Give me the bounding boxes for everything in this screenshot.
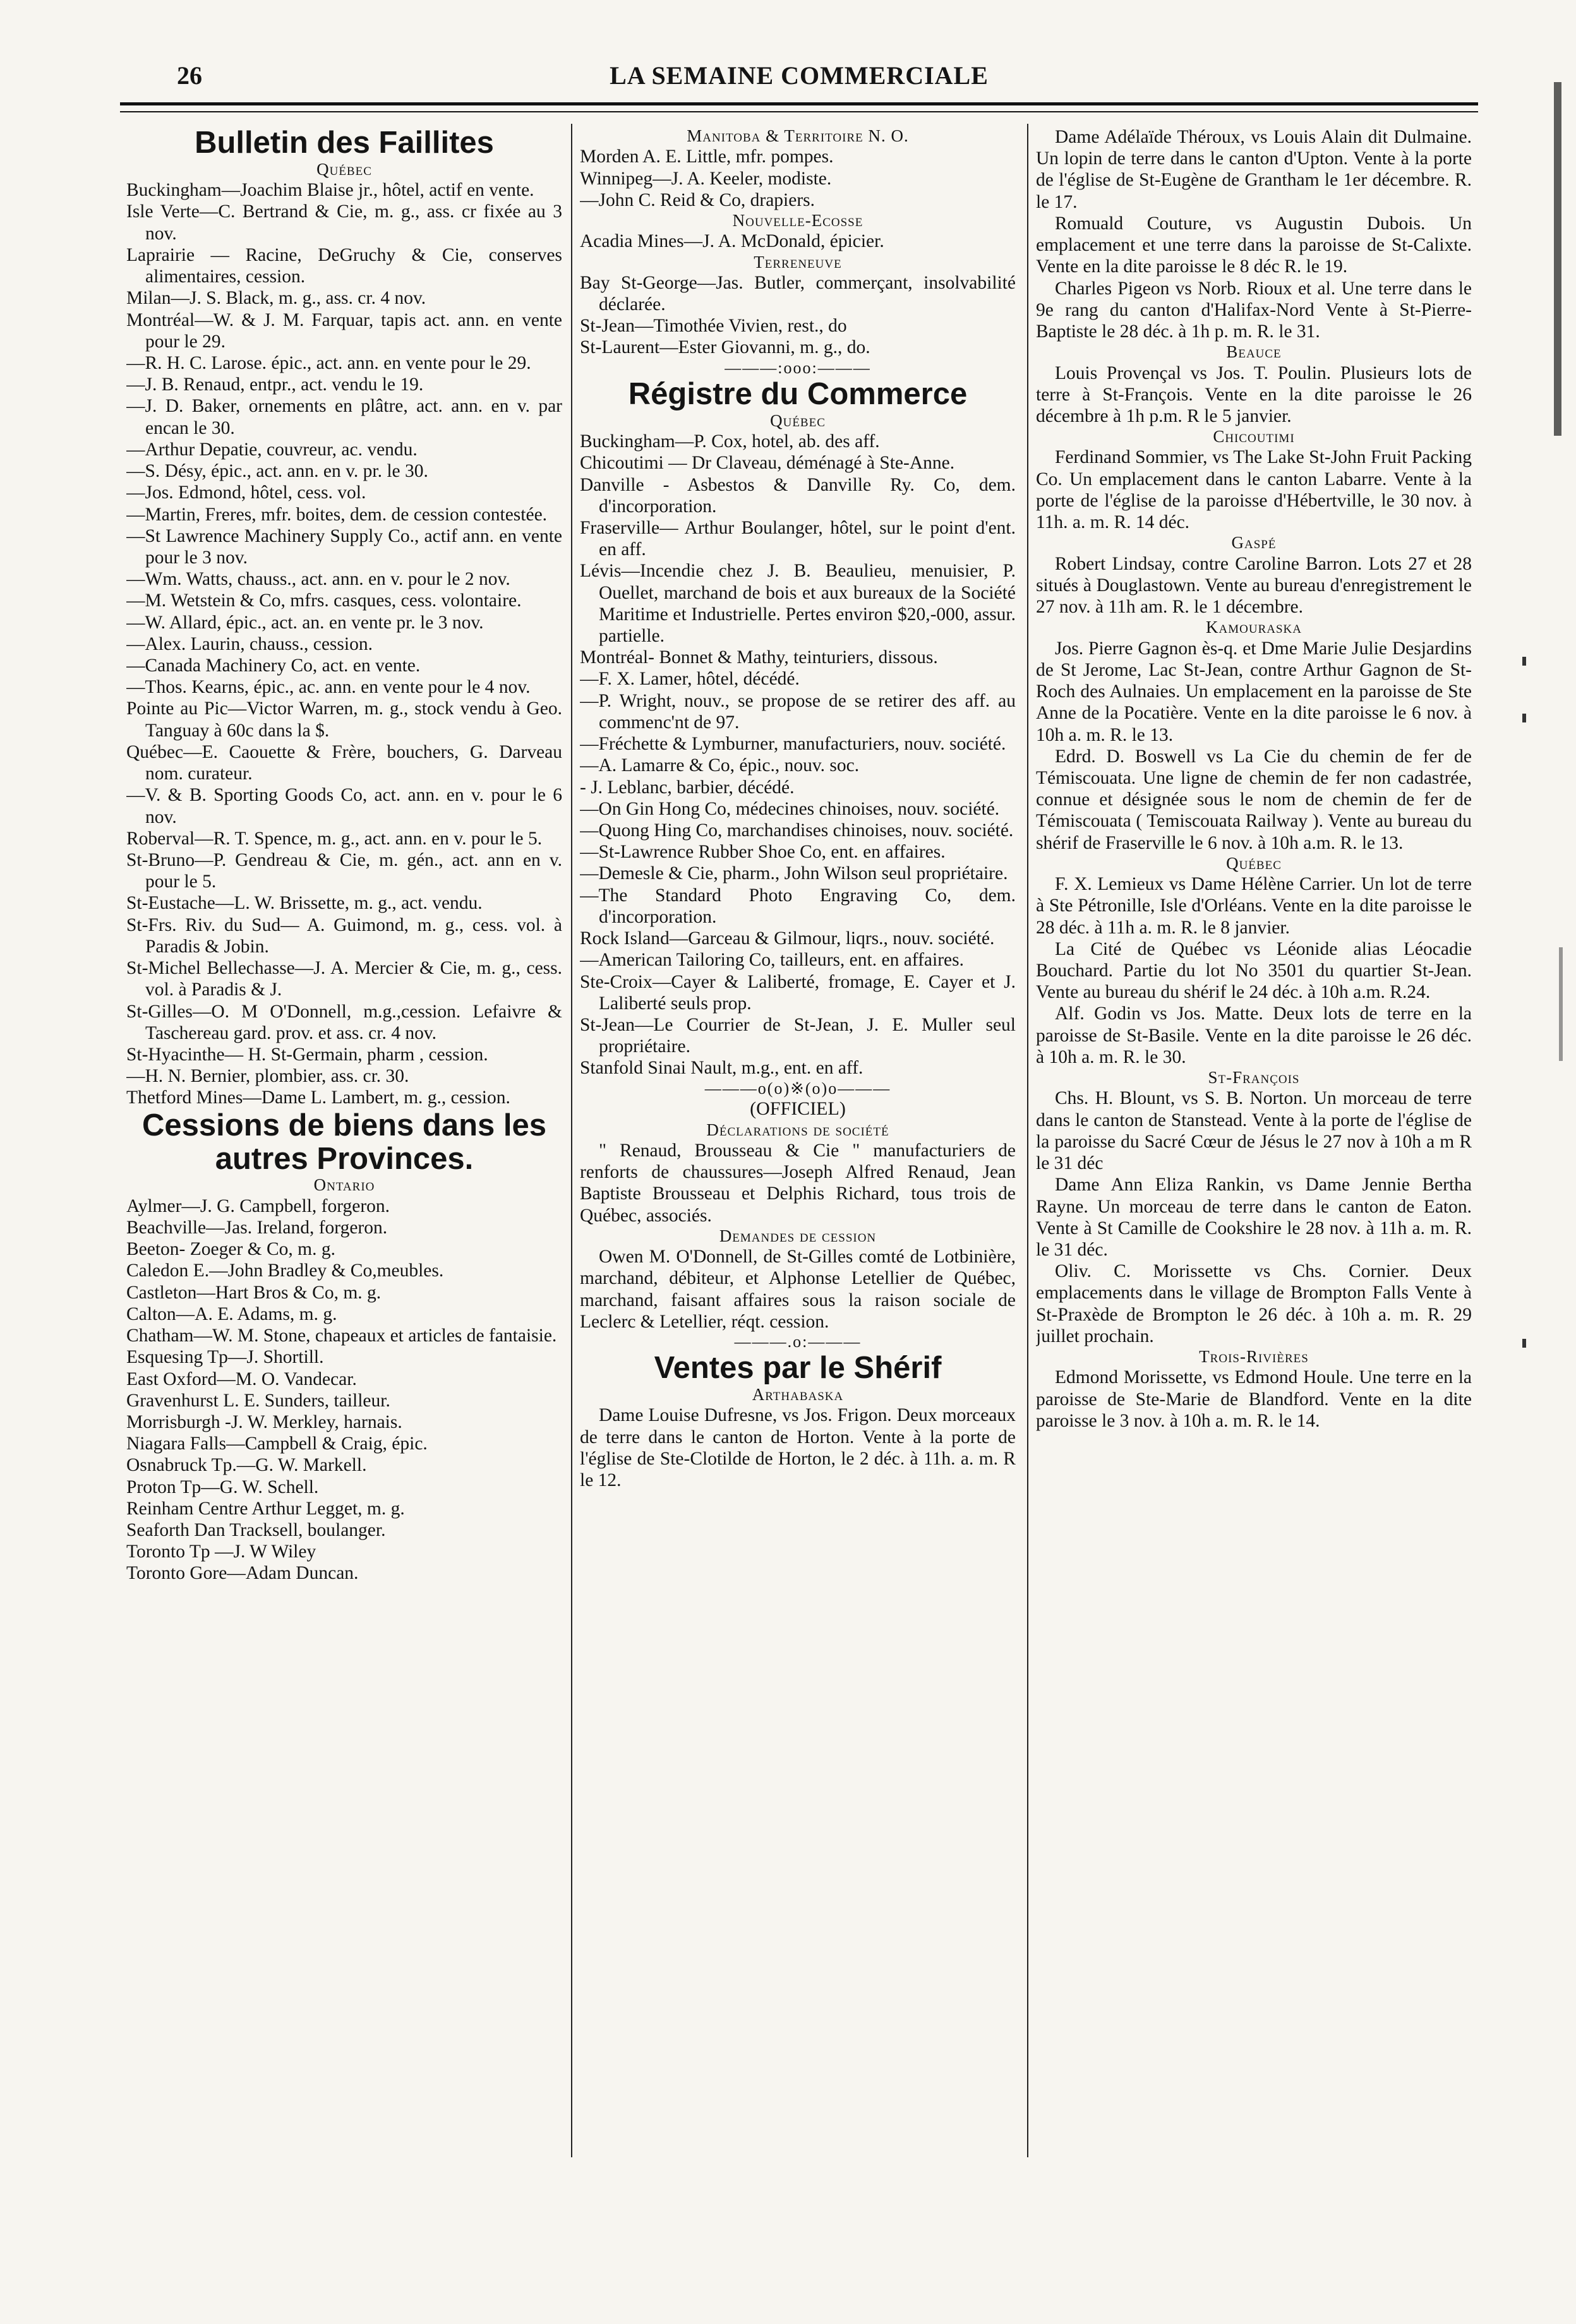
list-item: —St Lawrence Machinery Supply Co., actif ann. en vente pour le 3 nov. bbox=[126, 525, 562, 568]
list-item: Danville - Asbestos & Danville Ry. Co, dem. d'incorporation. bbox=[580, 474, 1016, 517]
region-heading: Ontario bbox=[313, 1175, 375, 1195]
list-item: —Alex. Laurin, chauss., cession. bbox=[126, 633, 373, 654]
column-3 bbox=[1036, 126, 1472, 2166]
list-item: Beachville—Jas. Ireland, forgeron. bbox=[126, 1217, 388, 1238]
paragraph: La Cité de Québec vs Léonide alias Léocadie Bouchard. Partie du lot No 3501 du quartier St-Jean. Vente au bureau du shérif le 24 déc. à 10h a.m. R.24. bbox=[1036, 938, 1472, 1003]
region-heading: Beauce bbox=[1226, 342, 1282, 362]
officiel-heading: (OFFICIEL) bbox=[750, 1098, 846, 1119]
paragraph: Chs. H. Blount, vs S. B. Norton. Un morceau de terre dans le canton de Stanstead. Vente à la porte de l'église de la paroisse du Sacré Cœur de Jésus le 27 nov à 10h a m R le 31 déc bbox=[1036, 1088, 1472, 1174]
list-item: —V. & B. Sporting Goods Co, act. ann. en v. pour le 6 nov. bbox=[126, 785, 562, 827]
list-item: —M. Wetstein & Co, mfrs. casques, cess. volontaire. bbox=[126, 590, 522, 611]
list-item: Lévis—Incendie chez J. B. Beaulieu, menuisier, P. Ouellet, marchand de bois et aux bureaux de la Société Maritime et Industrielle. Pertes environ $20,-000, assur. partielle. bbox=[580, 561, 1016, 647]
list-item: Winnipeg—J. A. Keeler, modiste. bbox=[580, 168, 832, 189]
list-item: St-Bruno—P. Gendreau & Cie, m. gén., act. ann en v. pour le 5. bbox=[126, 850, 562, 892]
paragraph: Edmond Morissette, vs Edmond Houle. Une terre en la paroisse de Ste-Marie de Blandford. Vente en la dite paroisse le 3 nov. à 10h a. m. R. le 14. bbox=[1036, 1367, 1472, 1431]
list-item: Roberval—R. T. Spence, m. g., act. ann. en v. pour le 5. bbox=[126, 828, 543, 849]
column-2 bbox=[580, 126, 1016, 2166]
list-item: —St-Lawrence Rubber Shoe Co, ent. en affaires. bbox=[580, 842, 946, 863]
list-item: —S. Désy, épic., act. ann. en v. pr. le 30. bbox=[126, 461, 428, 482]
column-divider bbox=[571, 124, 572, 2157]
region-heading: Gaspé bbox=[1231, 533, 1277, 553]
list-item: —Jos. Edmond, hôtel, cess. vol. bbox=[126, 482, 366, 503]
list-item: St-Hyacinthe— H. St-Germain, pharm , cession. bbox=[126, 1044, 488, 1065]
list-item: —Wm. Watts, chauss., act. ann. en v. pour le 2 nov. bbox=[126, 569, 510, 590]
list-item: —Fréchette & Lymburner, manufacturiers, nouv. société. bbox=[580, 734, 1006, 755]
list-item: Niagara Falls—Campbell & Craig, épic. bbox=[126, 1434, 428, 1454]
paragraph: Ferdinand Sommier, vs The Lake St-John Fruit Packing Co. Un emplacement dans le canton Labarre. Vente à la porte de l'église de la paroisse d'Hébertville, le 30 nov. à 11h. a. m. R. 14 déc. bbox=[1036, 447, 1472, 533]
list-item: —H. N. Bernier, plombier, ass. cr. 30. bbox=[126, 1066, 409, 1087]
list-item: Milan—J. S. Black, m. g., ass. cr. 4 nov. bbox=[126, 288, 426, 309]
list-item: Toronto Gore—Adam Duncan. bbox=[126, 1563, 359, 1584]
list-item: St-Frs. Riv. du Sud— A. Guimond, m. g., cess. vol. à Paradis & Jobin. bbox=[126, 914, 562, 957]
section-title-registre: Régistre du Commerce bbox=[628, 376, 968, 411]
page-number: 26 bbox=[177, 61, 202, 90]
list-item: Morden A. E. Little, mfr. pompes. bbox=[580, 147, 834, 167]
paragraph: Owen M. O'Donnell, de St-Gilles comté de Lotbinière, marchand, débiteur, et Alphonse Letellier de Québec, marchand, faisant affaires sous la raison sociale de Leclerc & Letellier, réqt. cession. bbox=[580, 1247, 1016, 1332]
list-item: —The Standard Photo Engraving Co, dem. d'incorporation. bbox=[580, 885, 1016, 927]
region-heading: Chicoutimi bbox=[1213, 427, 1295, 446]
list-item: Chatham—W. M. Stone, chapeaux et articles de fantaisie. bbox=[126, 1326, 557, 1346]
section-title-cessions: Cessions de biens dans les autres Provinces. bbox=[142, 1108, 546, 1176]
column-1 bbox=[126, 126, 562, 2166]
column-divider bbox=[1027, 124, 1028, 2157]
section-separator: ———o(o)※(o)o——— bbox=[704, 1079, 891, 1098]
list-item: Pointe au Pic—Victor Warren, m. g., stock vendu à Geo. Tanguay à 60c dans la $. bbox=[126, 698, 562, 741]
paragraph: Louis Provençal vs Jos. T. Poulin. Plusieurs lots de terre à St-François. Vente en la dite paroisse le 26 décembre à 1h p.m. R le 5 janvier. bbox=[1036, 362, 1472, 426]
list-item: St-Gilles—O. M O'Donnell, m.g.,cession. Lefaivre & Taschereau gard. prov. et ass. cr. 4 nov. bbox=[126, 1001, 562, 1043]
list-item: —J. D. Baker, ornements en plâtre, act. ann. en v. par encan le 30. bbox=[126, 396, 562, 438]
list-item: Isle Verte—C. Bertrand & Cie, m. g., ass. cr fixée au 3 nov. bbox=[126, 201, 562, 244]
list-item: —John C. Reid & Co, drapiers. bbox=[580, 189, 815, 210]
list-item: - J. Leblanc, barbier, décédé. bbox=[580, 777, 795, 798]
binding-edge bbox=[1559, 947, 1563, 1061]
section-separator: ———:ooo:——— bbox=[725, 358, 871, 377]
scan-speck bbox=[1522, 714, 1526, 722]
scan-speck bbox=[1522, 657, 1526, 666]
list-item: Seaforth Dan Tracksell, boulanger. bbox=[126, 1520, 386, 1541]
list-item: Chicoutimi — Dr Claveau, déménagé à Ste-Anne. bbox=[580, 453, 955, 474]
list-item: Rock Island—Garceau & Gilmour, liqrs., nouv. société. bbox=[580, 928, 995, 949]
paragraph: Dame Ann Eliza Rankin, vs Dame Jennie Bertha Rayne. Un morceau de terre dans le canton de Eaton. Vente à St Camille de Cookshire le 28 nov. à 11h a. m. R. le 31 déc. bbox=[1036, 1175, 1472, 1260]
paragraph: Robert Lindsay, contre Caroline Barron. Lots 27 et 28 situés à Douglastown. Vente au bureau d'enregistrement le 27 nov. à 11h am. R. le 1 décembre. bbox=[1036, 553, 1472, 618]
paragraph: F. X. Lemieux vs Dame Hélène Carrier. Un lot de terre à Ste Pétronille, Isle d'Orléans. Vente en la dite paroisse le 28 déc. à 11h a. m. R. le 8 janvier. bbox=[1036, 874, 1472, 938]
region-heading: Terreneuve bbox=[754, 252, 842, 272]
list-item: Castleton—Hart Bros & Co, m. g. bbox=[126, 1282, 382, 1303]
list-item: Proton Tp—G. W. Schell. bbox=[126, 1476, 319, 1497]
list-item: St-Jean—Timothée Vivien, rest., do bbox=[580, 316, 847, 337]
subsection-heading: Déclarations de société bbox=[706, 1120, 889, 1139]
section-separator: ———.o:——— bbox=[734, 1332, 862, 1351]
region-heading: Québec bbox=[770, 410, 826, 430]
list-item: Montréal—W. & J. M. Farquar, tapis act. ann. en vente pour le 29. bbox=[126, 309, 562, 352]
list-item: Morrisburgh -J. W. Merkley, harnais. bbox=[126, 1411, 402, 1432]
paragraph: Dame Louise Dufresne, vs Jos. Frigon. Deux morceaux de terre dans le canton de Horton. Vente à la porte de l'église de Ste-Clotilde de Horton, le 2 déc. à 11h. a. m. R le 12. bbox=[580, 1405, 1016, 1490]
paragraph: " Renaud, Brousseau & Cie " manufacturiers de renforts de chaussures—Joseph Alfred Renaud, Jean Baptiste Brousseau et Delphis Richard, tous trois de Québec, associés. bbox=[580, 1140, 1016, 1226]
list-item: Calton—A. E. Adams, m. g. bbox=[126, 1303, 337, 1324]
list-item: Aylmer—J. G. Campbell, forgeron. bbox=[126, 1195, 390, 1216]
region-heading: St-François bbox=[1208, 1068, 1300, 1087]
list-item: Bay St-George—Jas. Butler, commerçant, insolvabilité déclarée. bbox=[580, 272, 1016, 315]
list-item: —Demesle & Cie, pharm., John Wilson seul propriétaire. bbox=[580, 863, 1008, 884]
list-item: —W. Allard, épic., act. an. en vente pr. le 3 nov. bbox=[126, 612, 484, 633]
paragraph: Alf. Godin vs Jos. Matte. Deux lots de terre en la paroisse de St-Basile. Vente en la dite paroisse le 26 déc. à 10h a. m. R. le 30. bbox=[1036, 1003, 1472, 1067]
subsection-heading: Demandes de cession bbox=[719, 1226, 877, 1245]
list-item: Gravenhurst L. E. Sunders, tailleur. bbox=[126, 1390, 390, 1411]
list-item: St-Michel Bellechasse—J. A. Mercier & Cie, m. g., cess. vol. à Paradis & J. bbox=[126, 958, 562, 1000]
list-item: Buckingham—Joachim Blaise jr., hôtel, actif en vente. bbox=[126, 180, 534, 201]
page-header bbox=[120, 58, 1478, 96]
paragraph: Romuald Couture, vs Augustin Dubois. Un emplacement et une terre dans la paroisse de St-Calixte. Vente en la dite paroisse le 8 déc R. le 19. bbox=[1036, 213, 1472, 277]
list-item: Beeton- Zoeger & Co, m. g. bbox=[126, 1239, 335, 1260]
list-item: Québec—E. Caouette & Frère, bouchers, G. Darveau nom. curateur. bbox=[126, 741, 562, 784]
list-item: St-Jean—Le Courrier de St-Jean, J. E. Muller seul propriétaire. bbox=[580, 1014, 1016, 1057]
list-item: —Quong Hing Co, marchandises chinoises, nouv. société. bbox=[580, 820, 1014, 841]
header-rule-thin bbox=[120, 111, 1478, 112]
paragraph: Oliv. C. Morissette vs Chs. Cornier. Deux emplacements dans le village de Brompton Falls Vente à St-Praxède de Brompton le 26 déc. à 10h a. m. R. 29 juillet prochain. bbox=[1036, 1261, 1472, 1346]
list-item: Acadia Mines—J. A. McDonald, épicier. bbox=[580, 231, 884, 252]
region-heading: Québec bbox=[1226, 853, 1282, 873]
list-item: —Canada Machinery Co, act. en vente. bbox=[126, 656, 421, 676]
scan-speck bbox=[1522, 1339, 1526, 1348]
paragraph: Dame Adélaïde Théroux, vs Louis Alain dit Dulmaine. Un lopin de terre dans le canton d'Upton. Vente à la porte de l'église de St-Eugène de Grantham le 1er décembre. R. le 17. bbox=[1036, 127, 1472, 212]
list-item: Laprairie — Racine, DeGruchy & Cie, conserves alimentaires, cession. bbox=[126, 244, 562, 287]
paragraph: Edrd. D. Boswell vs La Cie du chemin de fer de Témiscouata. Une ligne de chemin de fer non cadastrée, connue et désignée sous le nom de chemin de fer de Témiscouata ( Temiscouata Railway ). Vente au bureau du shérif de Fraserville le 6 nov. à 10h a.m. R. le 13. bbox=[1036, 746, 1472, 853]
list-item: Buckingham—P. Cox, hotel, ab. des aff. bbox=[580, 431, 880, 452]
list-item: —Arthur Depatie, couvreur, ac. vendu. bbox=[126, 439, 418, 460]
list-item: Montréal- Bonnet & Mathy, teinturiers, dissous. bbox=[580, 647, 938, 668]
newspaper-title: LA SEMAINE COMMERCIALE bbox=[610, 61, 989, 90]
list-item: —J. B. Renaud, entpr., act. vendu le 19. bbox=[126, 374, 424, 395]
list-item: East Oxford—M. O. Vandecar. bbox=[126, 1369, 357, 1389]
region-heading: Kamouraska bbox=[1206, 618, 1302, 637]
list-item: Stanfold Sinai Nault, m.g., ent. en aff. bbox=[580, 1058, 863, 1079]
list-item: Caledon E.—John Bradley & Co,meubles. bbox=[126, 1261, 444, 1281]
list-item: Ste-Croix—Cayer & Laliberté, fromage, E. Cayer et J. Laliberté seuls prop. bbox=[580, 971, 1016, 1014]
list-item: —A. Lamarre & Co, épic., nouv. soc. bbox=[580, 755, 860, 776]
list-item: Toronto Tp —J. W Wiley bbox=[126, 1542, 316, 1562]
binding-edge bbox=[1554, 82, 1561, 436]
header-rule bbox=[120, 102, 1478, 105]
list-item: Thetford Mines—Dame L. Lambert, m. g., cession. bbox=[126, 1087, 510, 1108]
list-item: —R. H. C. Larose. épic., act. ann. en vente pour le 29. bbox=[126, 352, 531, 373]
section-title-ventes: Ventes par le Shérif bbox=[654, 1351, 942, 1386]
list-item: Reinham Centre Arthur Legget, m. g. bbox=[126, 1498, 405, 1519]
region-heading: Manitoba & Territoire N. O. bbox=[687, 126, 909, 145]
region-heading: Québec bbox=[316, 159, 372, 179]
list-item: —Thos. Kearns, épic., ac. ann. en vente pour le 4 nov. bbox=[126, 677, 531, 698]
list-item: St-Eustache—L. W. Brissette, m. g., act. vendu. bbox=[126, 893, 483, 914]
list-item: —Martin, Freres, mfr. boites, dem. de cession contestée. bbox=[126, 504, 548, 525]
region-heading: Nouvelle-Ecosse bbox=[732, 210, 863, 230]
list-item: Osnabruck Tp.—G. W. Markell. bbox=[126, 1455, 367, 1476]
list-item: St-Laurent—Ester Giovanni, m. g., do. bbox=[580, 337, 870, 358]
region-heading: Trois-Rivières bbox=[1199, 1347, 1309, 1367]
paragraph: Jos. Pierre Gagnon ès-q. et Dme Marie Julie Desjardins de St Jerome, Lac St-Jean, contre Arthur Gagnon de St-Roch des Aulnaies. Un emplacement en la paroisse de Ste Anne de la Pocatière. Vente en la dite paroisse le 6 nov. à 10h a. m. R. le 13. bbox=[1036, 638, 1472, 745]
list-item: Esquesing Tp—J. Shortill. bbox=[126, 1347, 324, 1368]
list-item: Fraserville— Arthur Boulanger, hôtel, sur le point d'ent. en aff. bbox=[580, 517, 1016, 560]
list-item: —American Tailoring Co, tailleurs, ent. en affaires. bbox=[580, 950, 964, 971]
paragraph: Charles Pigeon vs Norb. Rioux et al. Une terre dans le 9e rang du canton d'Halifax-Nord Vente à St-Pierre-Baptiste le 28 déc. à 1h p. m. R. le 31. bbox=[1036, 278, 1472, 342]
list-item: —F. X. Lamer, hôtel, décédé. bbox=[580, 669, 800, 690]
section-title-faillites: Bulletin des Faillites bbox=[195, 126, 494, 160]
region-heading: Arthabaska bbox=[752, 1385, 844, 1405]
list-item: —On Gin Hong Co, médecines chinoises, nouv. société. bbox=[580, 798, 1000, 819]
list-item: —P. Wright, nouv., se propose de se retirer des aff. au commenc'nt de 97. bbox=[580, 690, 1016, 733]
